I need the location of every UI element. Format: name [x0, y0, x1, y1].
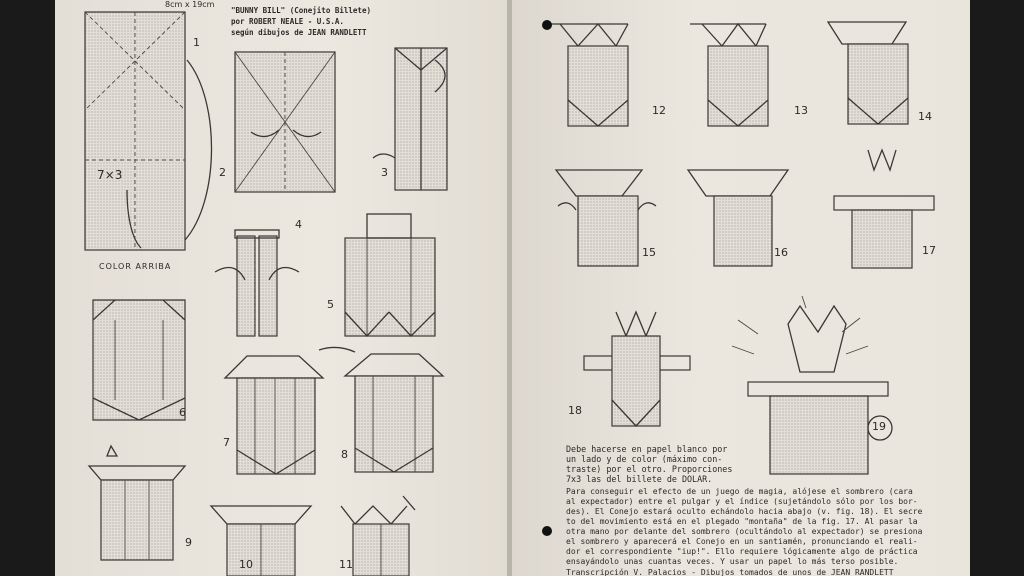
body-line: to del movimiento está en el plegado "montaña" de la fig. 17. Al pasar la	[566, 517, 918, 526]
intro-line: un lado y de color (máximo con-	[566, 454, 723, 464]
body-line: ensayándolo unas cuantas veces. Y usar un papel lo más terso posible.	[566, 557, 899, 566]
step-12-diagram	[548, 24, 628, 126]
step-number: 2	[219, 166, 226, 179]
step-number: 5	[327, 298, 334, 311]
step-number: 1	[193, 36, 200, 49]
intro-line: Debe hacerse en papel blanco por	[566, 444, 728, 454]
footer-credit: Transcripción V. Palacios - Dibujos tomados de unos de JEAN RANDLETT	[566, 568, 894, 576]
step-5-diagram	[345, 214, 435, 336]
step-19-diagram	[732, 296, 892, 474]
step-number: 7	[223, 436, 230, 449]
step-number: 10	[239, 558, 253, 571]
step-number: 4	[295, 218, 302, 231]
step-number: 11	[339, 558, 353, 571]
step-2-diagram	[235, 52, 335, 192]
ratio-label: 7×3	[97, 168, 123, 182]
binder-hole	[542, 20, 552, 30]
step-14-diagram	[828, 22, 908, 124]
intro-line: 7x3 las del billete de DOLAR.	[566, 474, 713, 484]
step-number: 14	[918, 110, 932, 123]
step-number: 15	[642, 246, 656, 259]
body-line: el sombrero y aparecerá el Conejo en un santiamén, pronunciando el reali-	[566, 537, 918, 546]
binder-hole	[542, 526, 552, 536]
left-page	[55, 0, 507, 576]
step-4-diagram	[215, 230, 299, 336]
diagram-credit: según dibujos de JEAN RANDLETT	[231, 28, 367, 37]
step-17-diagram	[834, 150, 934, 268]
step-10-diagram	[211, 506, 311, 576]
left-page-diagrams	[55, 0, 507, 576]
step-7-diagram	[225, 347, 355, 474]
body-line: Para conseguir el efecto de un juego de magia, alójese el sombrero (cara	[566, 487, 913, 496]
diagram-author: por ROBERT NEALE - U.S.A.	[231, 17, 344, 26]
step-number: 17	[922, 244, 936, 257]
step-number: 9	[185, 536, 192, 549]
step-number: 13	[794, 104, 808, 117]
color-label: COLOR ARRIBA	[99, 262, 172, 271]
body-line: des). El Conejo estará oculto echándolo hacia abajo (v. fig. 18). El secre	[566, 507, 923, 516]
step-number: 8	[341, 448, 348, 461]
body-line: otra mano por delante del sombrero (ocultándolo al expectador) se presiona	[566, 527, 923, 536]
size-note: 8cm x 19cm	[165, 0, 215, 9]
step-number: 16	[774, 246, 788, 259]
step-number: 18	[568, 404, 582, 417]
step-number: 6	[179, 406, 186, 419]
step-16-diagram	[688, 170, 788, 266]
step-number: 3	[381, 166, 388, 179]
right-page	[512, 0, 970, 576]
step-13-diagram	[690, 24, 768, 126]
step-number: 19	[872, 420, 886, 433]
step-15-diagram	[556, 170, 656, 266]
step-6-diagram	[93, 300, 185, 420]
intro-line: traste) por el otro. Proporciones	[566, 464, 733, 474]
body-line: al expectador) entre el pulgar y el índice (sujetándolo sólo por los bor-	[566, 497, 918, 506]
body-line: dor el correspondiente "iup!". Ello requiere lógicamente algo de práctica	[566, 547, 918, 556]
step-18-diagram	[584, 312, 690, 426]
step-9-diagram	[89, 446, 185, 560]
step-8-diagram	[345, 354, 443, 472]
step-number: 12	[652, 104, 666, 117]
diagram-title: "BUNNY BILL" (Conejito Billete)	[231, 6, 371, 15]
